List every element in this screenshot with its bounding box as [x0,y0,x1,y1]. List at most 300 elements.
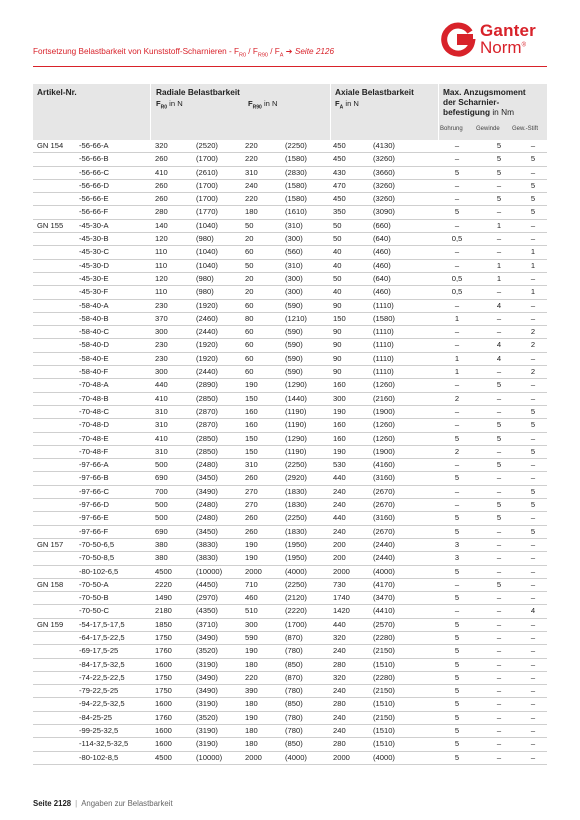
cell-fr0-max: (3490) [196,672,218,682]
cell-bohrung: 5 [454,513,460,523]
cell-article: -70-50-A [79,579,109,589]
cell-article: -56-66-E [79,194,109,204]
table-row [33,206,547,219]
cell-fa: 240 [333,726,346,736]
cell-fr90-max: (780) [285,712,303,722]
cell-fa-max: (1110) [373,300,394,310]
cell-article: -45-30-A [79,220,109,230]
cell-gew-stift: 2 [530,367,536,377]
cell-bohrung: 5 [454,752,460,762]
arrow-icon: ➔ [285,47,293,56]
table-row [33,353,547,366]
cell-gewinde: 4 [496,353,502,363]
cell-fr0-max: (2480) [196,500,218,510]
cell-fa: 240 [333,686,346,696]
table-row [33,246,547,259]
cell-fr0-max: (2850) [196,433,218,443]
cell-fr90: 310 [245,167,258,177]
cell-fr90-max: (850) [285,659,303,669]
cell-series: GN 154 [37,141,64,150]
cell-article: -70-48-C [79,406,109,416]
cell-article: -84-17,5-32,5 [79,659,125,669]
cell-gewinde: – [496,699,502,709]
cell-bohrung: 5 [454,619,460,629]
table-row [33,486,547,499]
cell-fr90: 180 [245,726,258,736]
cell-gew-stift: 5 [530,500,536,510]
cell-gew-stift: – [530,300,536,310]
cell-bohrung: 0,5 [451,273,463,283]
cell-fr0-max: (980) [196,287,214,297]
col-bohrung: Bohrung [440,126,463,132]
table-row [33,539,547,552]
cell-gewinde: 5 [496,194,502,204]
cell-bohrung: – [454,380,460,390]
table-row [33,566,547,579]
cell-article: -70-48-E [79,433,109,443]
cell-fr0: 120 [155,273,168,283]
cell-fr0-max: (2870) [196,420,218,430]
cell-bohrung: 0,5 [451,287,463,297]
cell-fr90: 510 [245,606,258,616]
cell-fa-max: (1110) [373,367,394,377]
cell-fa: 240 [333,526,346,536]
cell-fa: 440 [333,619,346,629]
cell-fr0-max: (3190) [196,699,218,709]
table-row [33,499,547,512]
cell-fa: 40 [333,287,342,297]
cell-bohrung: – [454,220,460,230]
table-row [33,645,547,658]
table-row [33,712,547,725]
cell-fr90: 180 [245,659,258,669]
table-row [33,752,547,765]
table-row [33,446,547,459]
cell-gew-stift: – [530,579,536,589]
cell-fr0-max: (1700) [196,194,218,204]
cell-bohrung: 2 [454,446,460,456]
cell-fr90: 220 [245,672,258,682]
cell-fa-max: (2150) [373,712,395,722]
cell-fr90: 50 [245,260,254,270]
cell-gewinde: – [496,606,502,616]
cell-bohrung: – [454,460,460,470]
cell-fr90: 2000 [245,752,262,762]
cell-fr0: 310 [155,420,168,430]
cell-gew-stift: – [530,234,536,244]
cell-gew-stift: – [530,619,536,629]
cell-fr0: 230 [155,300,168,310]
cell-fr0: 1600 [155,699,172,709]
cell-fr90: 150 [245,446,258,456]
cell-article: -56-66-B [79,154,109,164]
cell-gewinde: 1 [496,273,502,283]
cell-fr0-max: (1700) [196,180,218,190]
cell-fr0-max: (3190) [196,659,218,669]
ganter-g-icon [440,22,476,58]
cell-fr0: 370 [155,313,168,323]
cell-fa: 280 [333,739,346,749]
table-row [33,406,547,419]
cell-fr0: 690 [155,473,168,483]
cell-article: -94-22,5-32,5 [79,699,125,709]
cell-gewinde: – [496,313,502,323]
cell-fr90: 50 [245,220,254,230]
cell-fa: 40 [333,247,342,257]
cell-bohrung: 5 [454,632,460,642]
cell-bohrung: – [454,606,460,616]
cell-fr90-max: (2250) [285,141,307,150]
cell-fr90-max: (850) [285,739,303,749]
cell-series: GN 158 [37,579,64,589]
cell-fr0-max: (10000) [196,752,223,762]
cell-article: -58-40-C [79,327,109,337]
cell-fr90-max: (1190) [285,446,307,456]
cell-fr0-max: (2440) [196,367,218,377]
cell-gewinde: 5 [496,500,502,510]
table-row [33,419,547,432]
cell-article: -70-48-F [79,446,109,456]
cell-fr0: 110 [155,247,168,257]
cell-fa-max: (640) [373,273,391,283]
cell-gewinde: 5 [496,141,502,150]
cell-article: -97-66-A [79,460,109,470]
logo-line1: Ganter [480,21,536,40]
col-fr90: $F_{R90}$ in N [248,99,278,111]
cell-article: -74-22,5-22,5 [79,672,125,682]
cell-fa-max: (1510) [373,659,395,669]
cell-article: -70-48-B [79,393,109,403]
cell-fr0-max: (4350) [196,606,218,616]
cell-fa: 40 [333,260,342,270]
cell-fr90: 20 [245,234,254,244]
cell-bohrung: 1 [454,353,460,363]
cell-fa-max: (1900) [373,406,395,416]
cell-fa-max: (2150) [373,646,395,656]
cell-gew-stift: 1 [530,260,536,270]
cell-fr90-max: (2120) [285,593,307,603]
cell-fr90-max: (300) [285,234,303,244]
cell-fr90: 60 [245,367,254,377]
cell-fr90-max: (780) [285,726,303,736]
cell-fr0: 690 [155,526,168,536]
cell-bohrung: 5 [454,566,460,576]
cell-fr0: 380 [155,553,168,563]
cell-fa-max: (3470) [373,593,395,603]
cell-fr0-max: (2850) [196,393,218,403]
cell-fr90-max: (2220) [285,606,307,616]
table-row [33,286,547,299]
cell-fa-max: (4410) [373,606,395,616]
cell-fr0: 1750 [155,686,172,696]
cell-fr90-max: (1580) [285,194,307,204]
cell-fr0-max: (2610) [196,167,218,177]
cell-gewinde: – [496,367,502,377]
cell-bohrung: 5 [454,686,460,696]
header-divider [33,66,547,67]
cell-bohrung: 5 [454,526,460,536]
table-row [33,393,547,406]
cell-bohrung: 5 [454,699,460,709]
cell-fr0: 1600 [155,739,172,749]
cell-gew-stift: – [530,566,536,576]
cell-fr0: 310 [155,406,168,416]
cell-fr90-max: (590) [285,300,303,310]
cell-bohrung: – [454,194,460,204]
cell-gewinde: – [496,566,502,576]
cell-gewinde: 5 [496,513,502,523]
cell-fa: 150 [333,313,346,323]
cell-gew-stift: – [530,473,536,483]
cell-fa-max: (1110) [373,353,394,363]
cell-fa-max: (4000) [373,566,395,576]
cell-gewinde: – [496,686,502,696]
cell-gew-stift: – [530,593,536,603]
cell-fr0: 300 [155,367,168,377]
cell-article: -45-30-E [79,273,109,283]
cell-fr0: 260 [155,180,168,190]
cell-bohrung: 2 [454,393,460,403]
cell-fa: 160 [333,433,346,443]
cell-fr0: 280 [155,207,168,217]
cell-fr0: 700 [155,486,168,496]
cell-gew-stift: – [530,752,536,762]
cell-fa: 280 [333,699,346,709]
table-row [33,552,547,565]
cell-fa: 50 [333,234,342,244]
cell-article: -97-66-B [79,473,109,483]
cell-fa-max: (3660) [373,167,395,177]
cell-fa-max: (4170) [373,579,395,589]
cell-article: -58-40-E [79,353,109,363]
col-fr0: $F_{R0}$ in N [156,99,183,111]
cell-article: -56-66-C [79,167,109,177]
cell-fr0-max: (10000) [196,566,223,576]
col-gewinde: Gewinde [476,126,500,132]
cell-fa: 530 [333,460,346,470]
cell-fa-max: (4000) [373,752,395,762]
cell-fr0: 500 [155,513,168,523]
cell-fa: 50 [333,273,342,283]
cell-fr90: 190 [245,380,258,390]
cell-fr0-max: (2870) [196,406,218,416]
cell-article: -69-17,5-25 [79,646,119,656]
cell-fr90: 160 [245,406,258,416]
cell-gew-stift: 5 [530,420,536,430]
cell-fa-max: (4130) [373,141,395,150]
cell-fr0: 410 [155,167,168,177]
table-row [33,433,547,446]
header-separator [330,84,331,140]
cell-fr0-max: (3710) [196,619,218,629]
table-row [33,339,547,352]
table-row [33,605,547,618]
table-row [33,273,547,286]
cell-fa-max: (460) [373,247,391,257]
footer-label: Angaben zur Belastbarkeit [81,799,173,808]
cell-fa: 190 [333,406,346,416]
cell-bohrung: 5 [454,726,460,736]
page-reference-link[interactable]: Seite 2126 [294,47,335,56]
cell-bohrung: 1 [454,367,460,377]
cell-gew-stift: – [530,646,536,656]
cell-fr0: 1750 [155,672,172,682]
col-artikel-nr: Artikel-Nr. [37,87,77,97]
cell-fr0: 110 [155,287,168,297]
table-row [33,472,547,485]
cell-fr0-max: (2480) [196,513,218,523]
cell-fr0: 120 [155,234,168,244]
cell-gew-stift: 5 [530,486,536,496]
cell-fr0-max: (1040) [196,260,218,270]
cell-fr90-max: (300) [285,273,303,283]
cell-fr90-max: (1580) [285,180,307,190]
cell-gew-stift: 5 [530,446,536,456]
table-row [33,167,547,180]
cell-gew-stift: – [530,699,536,709]
cell-fr0-max: (2440) [196,327,218,337]
cell-fr0: 4500 [155,566,172,576]
cell-fa: 430 [333,167,346,177]
cell-gewinde: – [496,180,502,190]
header-separator [150,84,151,140]
cell-article: -56-66-F [79,207,109,217]
cell-fr0-max: (1040) [196,220,218,230]
cell-fa: 1420 [333,606,350,616]
cell-fr0: 110 [155,260,168,270]
cell-fa: 440 [333,473,346,483]
cell-fa-max: (2440) [373,553,395,563]
cell-fr0: 2180 [155,606,172,616]
table-row [33,512,547,525]
cell-gewinde: – [496,234,502,244]
cell-fr90-max: (870) [285,672,303,682]
cell-article: -99-25-32,5 [79,726,119,736]
cell-fr90: 60 [245,340,254,350]
cell-fr0-max: (3490) [196,632,218,642]
cell-fr90: 220 [245,194,258,204]
cell-fr90: 460 [245,593,258,603]
cell-gewinde: 1 [496,260,502,270]
cell-gew-stift: 5 [530,207,536,217]
cell-fa-max: (1900) [373,446,395,456]
cell-fr90-max: (4000) [285,566,307,576]
table-row [33,180,547,193]
cell-fr90: 270 [245,486,258,496]
cell-fa: 280 [333,659,346,669]
cell-gew-stift: – [530,141,536,150]
table-row [33,659,547,672]
cell-bohrung: 1 [454,313,460,323]
cell-bohrung: 5 [454,646,460,656]
cell-fr0-max: (3830) [196,553,218,563]
cell-gewinde: 4 [496,300,502,310]
table-row [33,300,547,313]
cell-fr0-max: (1920) [196,353,218,363]
cell-fr0-max: (3490) [196,486,218,496]
cell-gew-stift: – [530,632,536,642]
cell-fr90-max: (1580) [285,154,307,164]
cell-fr90-max: (870) [285,632,303,642]
col-fa: $F_A$ in N [335,99,359,111]
cell-gewinde: – [496,619,502,629]
cell-article: -56-66-D [79,180,109,190]
cell-bohrung: – [454,406,460,416]
cell-fr90-max: (2920) [285,473,307,483]
table-row [33,592,547,605]
cell-gew-stift: 5 [530,526,536,536]
cell-gewinde: – [496,247,502,257]
cell-fr0: 410 [155,393,168,403]
cell-fa: 320 [333,672,346,682]
cell-gewinde: 5 [496,154,502,164]
cell-fa-max: (1510) [373,699,395,709]
cell-fa: 450 [333,154,346,164]
cell-fa: 200 [333,553,346,563]
cell-fa-max: (2150) [373,686,395,696]
cell-gewinde: – [496,393,502,403]
cell-fr90: 150 [245,433,258,443]
cell-article: -70-50-B [79,593,109,603]
cell-article: -58-40-D [79,340,109,350]
cell-fr90: 390 [245,686,258,696]
table-row [33,313,547,326]
cell-bohrung: 5 [454,593,460,603]
header-separator [438,84,439,140]
cell-fa: 160 [333,420,346,430]
cell-gewinde: – [496,486,502,496]
cell-gewinde: – [496,726,502,736]
col-max-torque-3: befestigung in Nm [443,107,514,117]
cell-fa-max: (4160) [373,460,395,470]
cell-bohrung: 0,5 [451,234,463,244]
cell-fr90: 240 [245,180,258,190]
cell-bohrung: – [454,247,460,257]
cell-fa: 90 [333,300,342,310]
cell-fr0: 1600 [155,659,172,669]
cell-fr0: 4500 [155,752,172,762]
cell-fa: 240 [333,500,346,510]
cell-article: -80-102-8,5 [79,752,119,762]
cell-fr90-max: (1290) [285,380,307,390]
cell-gewinde: 5 [496,380,502,390]
cell-fa-max: (2670) [373,486,395,496]
cell-fr0-max: (1700) [196,154,218,164]
cell-gew-stift: – [530,393,536,403]
cell-fr90: 2000 [245,566,262,576]
cell-fr90: 590 [245,632,258,642]
cell-gewinde: – [496,207,502,217]
cell-fa: 450 [333,194,346,204]
cell-fr90: 180 [245,699,258,709]
cell-gewinde: – [496,739,502,749]
cell-article: -45-30-C [79,247,109,257]
cell-series: GN 155 [37,220,64,230]
cell-article: -79-22,5-25 [79,686,119,696]
cell-gew-stift: – [530,380,536,390]
cell-fr90-max: (1830) [285,486,307,496]
cell-fr90-max: (310) [285,220,303,230]
cell-fa: 90 [333,327,342,337]
cell-fa-max: (3090) [373,207,395,217]
cell-gewinde: – [496,646,502,656]
cell-article: -58-40-B [79,313,109,323]
cell-fa-max: (3260) [373,154,395,164]
cell-fa-max: (2440) [373,539,395,549]
cell-gewinde: – [496,406,502,416]
cell-gew-stift: – [530,353,536,363]
cell-bohrung: 5 [454,739,460,749]
